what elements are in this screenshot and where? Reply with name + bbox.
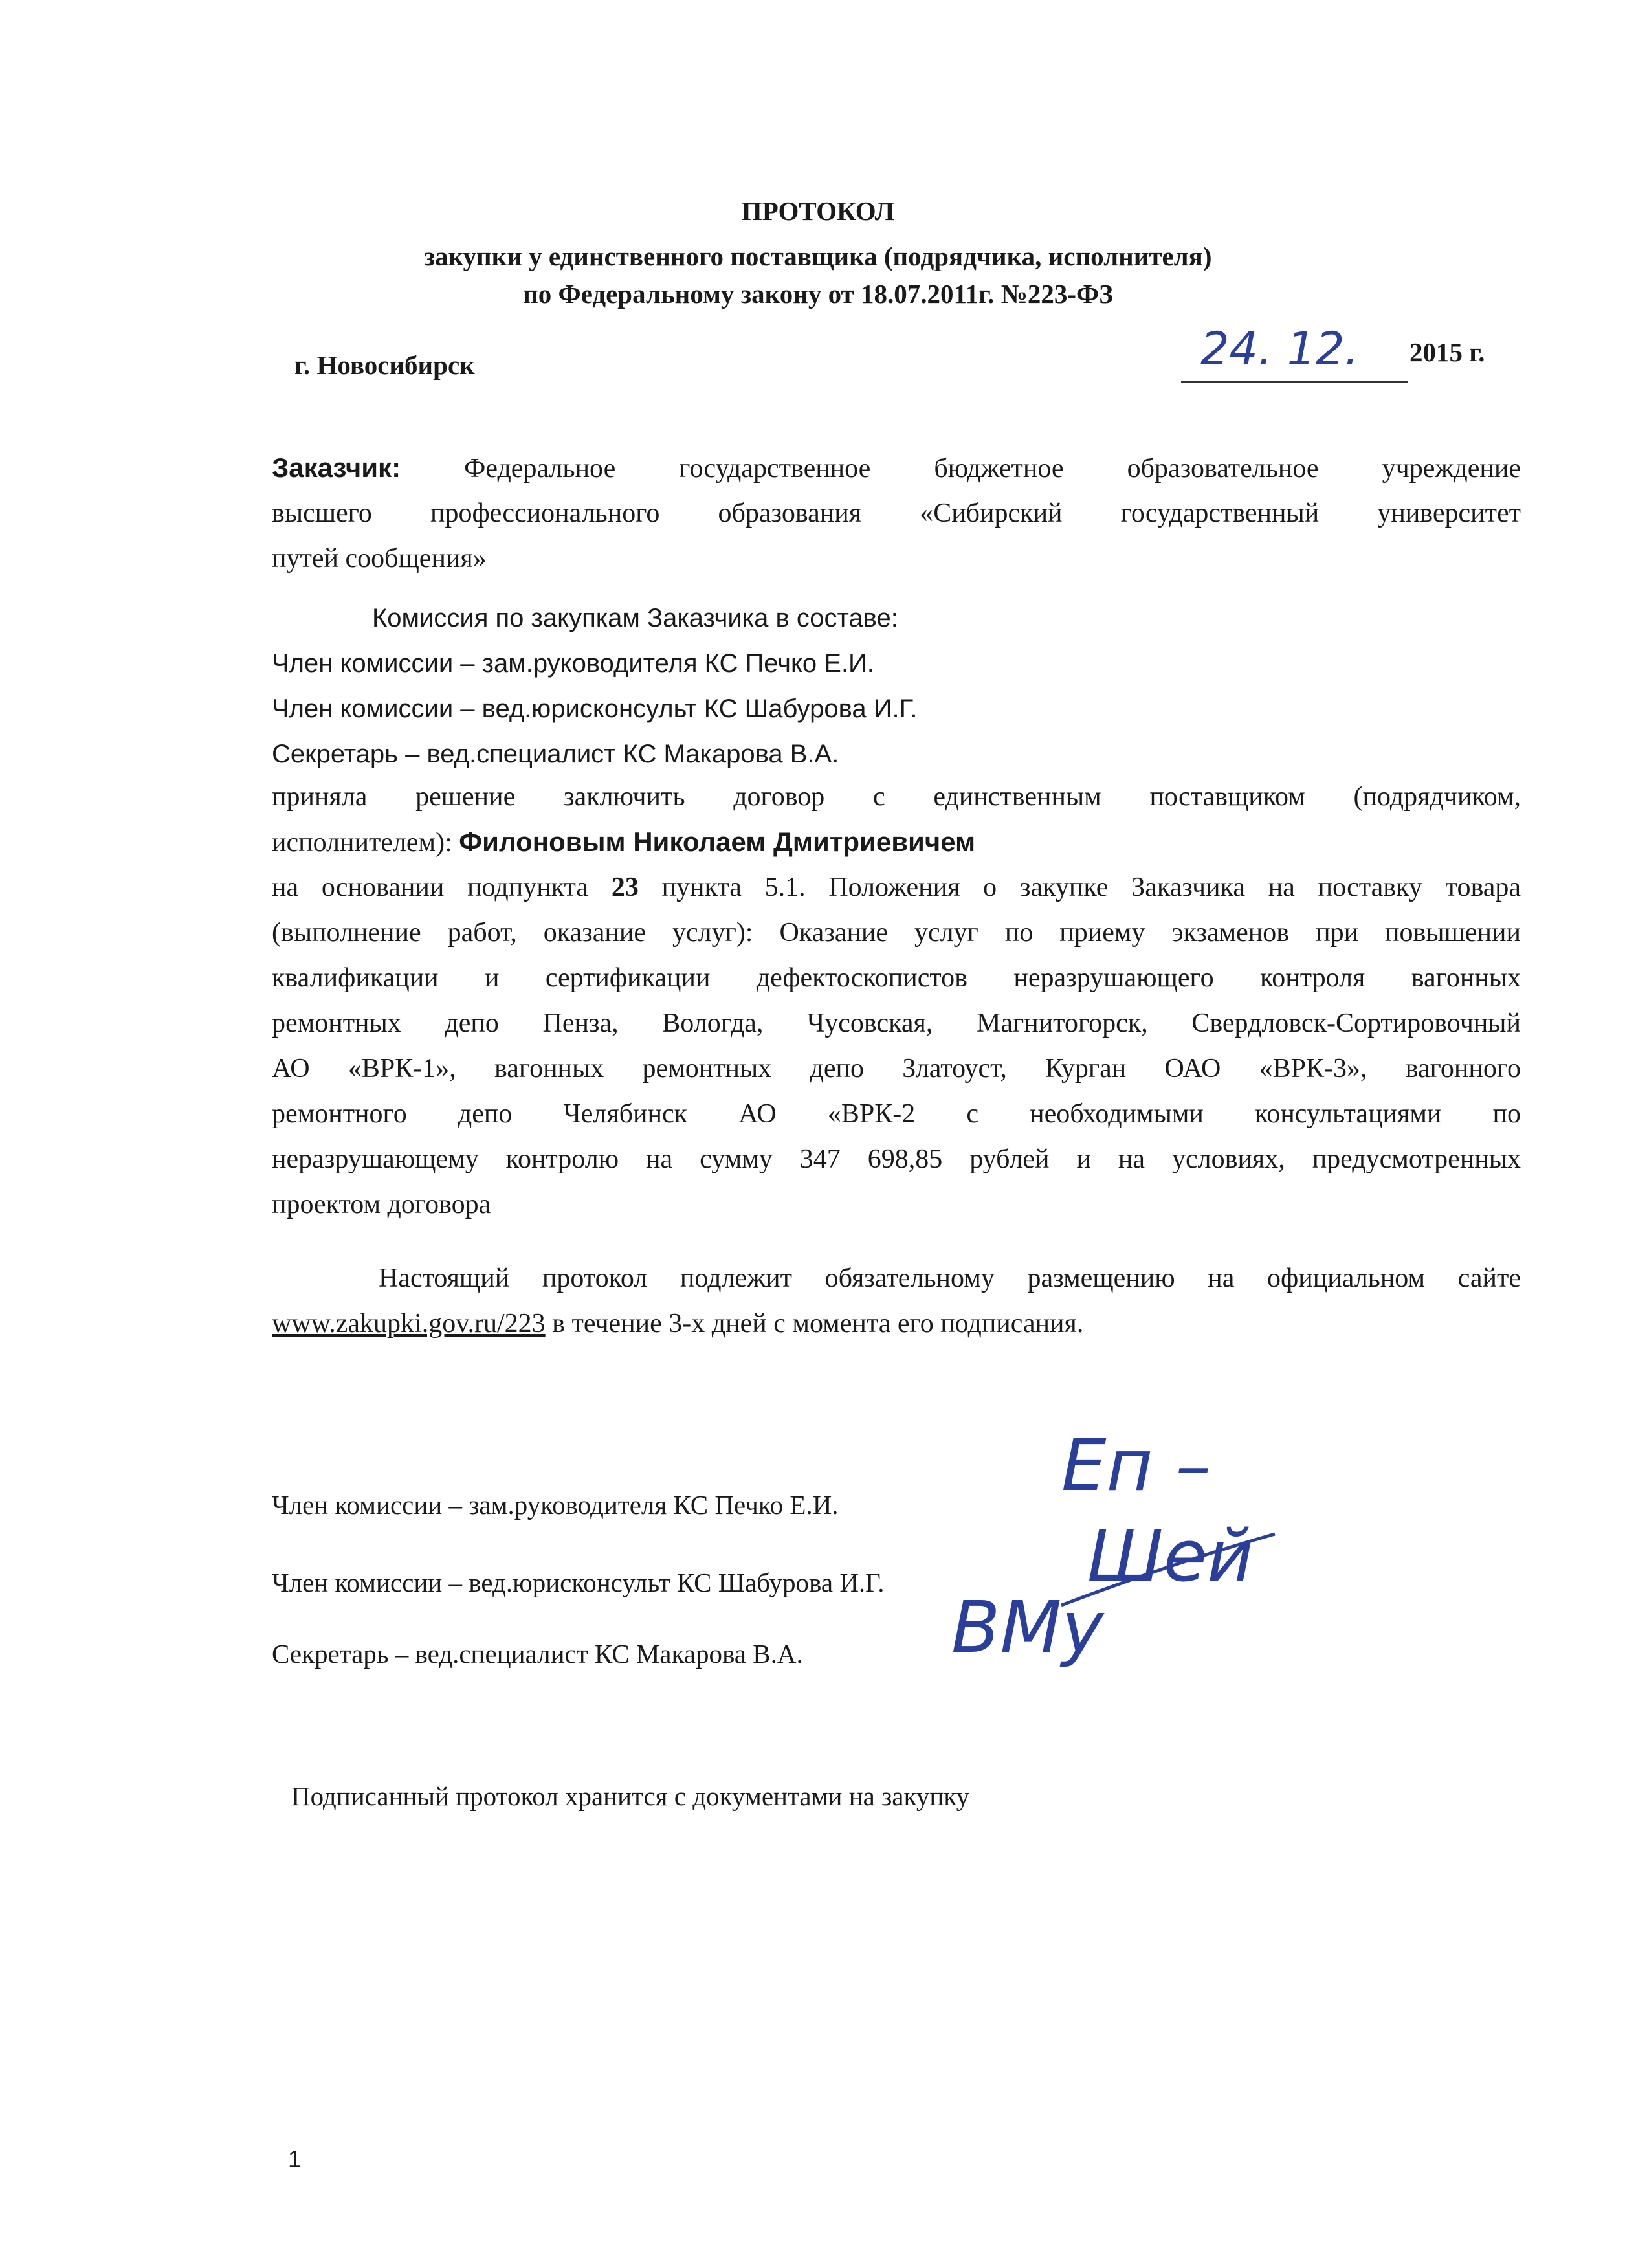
commission-member-1: Член комиссии – зам.руководителя КС Печко Е.И. xyxy=(272,649,874,678)
basis-line-1-b: пункта 5.1. Положения о закупке Заказчика на поставку товара xyxy=(661,873,1521,902)
basis-subpoint-number: 23 xyxy=(611,873,639,902)
decision-line-2 xyxy=(272,819,1521,865)
supplier-name: Филоновым Николаем Дмитриевичем xyxy=(459,827,976,857)
customer-line-3: путей сообщения» xyxy=(272,544,487,573)
date-handwritten: 24. 12. xyxy=(1200,322,1359,375)
commission-intro: Комиссия по закупкам Заказчика в составе: xyxy=(372,604,898,632)
basis-line-7: неразрушающему контролю на сумму 347 698,85 рублей и на условиях, предусмотренных xyxy=(272,1144,1521,1174)
basis-line-1-a: на основании подпункта xyxy=(272,873,589,902)
signature-2-handwritten: Шей xyxy=(1087,1515,1254,1597)
basis-line-2: (выполнение работ, оказание услуг): Оказание услуг по приему экзаменов при повышении xyxy=(272,918,1521,948)
customer-line-2: высшего профессионального образования «Сибирский государственный университет xyxy=(272,498,1521,528)
footer-note: Подписанный протокол хранится с документами на закупку xyxy=(291,1781,970,1811)
page-number: 1 xyxy=(288,2146,302,2172)
customer-label: Заказчик: xyxy=(272,452,401,483)
publication-line-1: Настоящий протокол подлежит обязательному размещению на официальном сайте xyxy=(379,1263,1521,1293)
date-line xyxy=(1181,321,1408,383)
document-subtitle: закупки у единственного поставщика (подрядчика, исполнителя) xyxy=(424,241,1212,271)
law-reference: по Федеральному закону от 18.07.2011г. №223-ФЗ xyxy=(523,279,1113,309)
year: 2015 г. xyxy=(1409,337,1485,367)
basis-line-8: проектом договора xyxy=(272,1190,491,1219)
signature-line-3: Секретарь – вед.специалист КС Макарова В.А. xyxy=(272,1639,803,1669)
customer-name-part-1: Федеральное государственное бюджетное образовательное учреждение xyxy=(464,454,1521,484)
decision-prefix: исполнителем): xyxy=(272,828,452,858)
publication-line-2 xyxy=(272,1301,1521,1346)
signature-line-1: Член комиссии – зам.руководителя КС Печко Е.И. xyxy=(272,1490,839,1520)
signature-line-2: Член комиссии – вед.юрисконсульт КС Шабурова И.Г. xyxy=(272,1568,885,1597)
signature-1-handwritten: Еп – xyxy=(1061,1424,1211,1507)
basis-line-4: ремонтных депо Пенза, Вологда, Чусовская, Магнитогорск, Свердловск-Сортировочный xyxy=(272,1008,1521,1038)
signature-3-handwritten: ВМу xyxy=(951,1586,1104,1669)
basis-line-6: ремонтного депо Челябинск АО «ВРК-2 с необходимыми консультациями по xyxy=(272,1099,1521,1129)
city: г. Новосибирск xyxy=(294,350,475,380)
publication-rest: в течение 3-х дней с момента его подписания. xyxy=(545,1309,1084,1339)
basis-line-3: квалификации и сертификации дефектоскопистов неразрушающего контроля вагонных xyxy=(272,963,1521,993)
basis-line-1 xyxy=(272,865,1521,910)
customer-line-1 xyxy=(272,445,1521,491)
commission-member-2: Член комиссии – вед.юрисконсульт КС Шабурова И.Г. xyxy=(272,695,918,723)
zakupki-link[interactable]: www.zakupki.gov.ru/223 xyxy=(272,1309,546,1339)
basis-line-5: АО «ВРК-1», вагонных ремонтных депо Златоуст, Курган ОАО «ВРК-3», вагонного xyxy=(272,1054,1521,1084)
document-title: ПРОТОКОЛ xyxy=(741,196,895,226)
commission-member-3: Секретарь – вед.специалист КС Макарова В.А. xyxy=(272,740,839,768)
decision-line-1: приняла решение заключить договор с единственным поставщиком (подрядчиком, xyxy=(272,782,1521,812)
